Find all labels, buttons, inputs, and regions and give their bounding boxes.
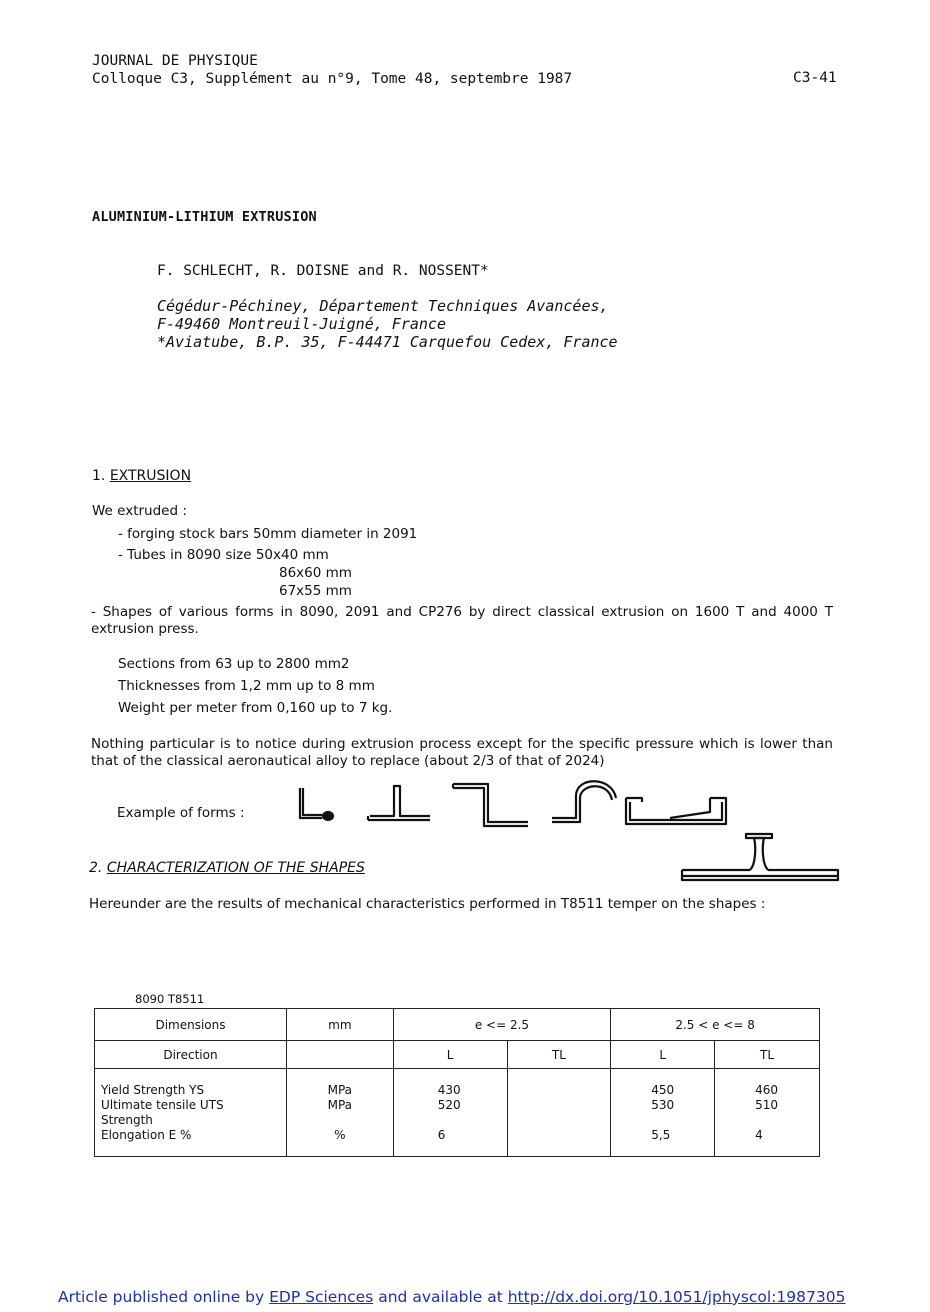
header-cell: Direction (95, 1041, 287, 1069)
table-header-row (95, 1041, 820, 1069)
header-cell: TL (715, 1041, 820, 1069)
section-number: 2. (89, 860, 103, 876)
authors: F. SCHLECHT, R. DOISNE and R. NOSSENT* (157, 263, 489, 279)
affiliations (157, 297, 618, 351)
tl1-column (507, 1069, 611, 1157)
table-cell: 4 (755, 1127, 763, 1142)
affiliation-line: F-49460 Montreuil-Juigné, France (157, 315, 446, 333)
affiliation-line: Cégédur-Péchiney, Département Techniques Avancées, (157, 297, 609, 315)
page-number: C3-41 (793, 70, 837, 86)
section-number: 1. (92, 468, 106, 484)
table-cell: 430 (437, 1082, 461, 1097)
section-1-heading (92, 468, 191, 484)
paper-title: ALUMINIUM-LITHIUM EXTRUSION (92, 209, 317, 225)
header-cell: mm (286, 1009, 393, 1041)
footer-middle: and available at (378, 1288, 503, 1306)
edp-sciences-link[interactable]: EDP Sciences (269, 1288, 374, 1306)
header-cell: Dimensions (95, 1009, 287, 1041)
table-caption: 8090 T8511 (135, 992, 205, 1006)
pressure-paragraph: Nothing particular is to notice during extrusion process except for the specific pressure which is lower than that of the classical aeronautical alloy to replace (about 2/3 of that of 2024) (91, 736, 833, 769)
header-cell: TL (507, 1041, 611, 1069)
header-cell: 2.5 < e <= 8 (611, 1009, 820, 1041)
l2-column (611, 1069, 715, 1157)
tl2-column (715, 1069, 820, 1157)
shapes-paragraph: - Shapes of various forms in 8090, 2091 and CP276 by direct classical extrusion on 1600 T and 4000 T extrusion press. (91, 604, 833, 637)
table-cell: MPa (327, 1097, 353, 1112)
example-label: Example of forms : (117, 805, 245, 821)
table-cell: Yield Strength YS (101, 1082, 205, 1097)
table-cell: 460 (755, 1082, 778, 1097)
table-cell: 450 (651, 1082, 675, 1097)
colloque-line: Colloque C3, Supplément au n°9, Tome 48, septembre 1987 (92, 71, 573, 87)
doi-link[interactable]: http://dx.doi.org/10.1051/jphyscol:1987305 (507, 1288, 846, 1306)
footer (58, 1288, 845, 1306)
table-header-row (95, 1009, 820, 1041)
table-cell: 530 (651, 1097, 675, 1112)
list-item: - forging stock bars 50mm diameter in 2091 (118, 526, 418, 542)
l-bulb-profile-icon (300, 788, 333, 820)
table-cell: 510 (755, 1097, 778, 1112)
footer-prefix: Article published online by (58, 1288, 265, 1306)
table-cell: MPa (327, 1082, 353, 1097)
header-cell: e <= 2.5 (393, 1009, 611, 1041)
property-labels (95, 1069, 287, 1157)
journal-name: JOURNAL DE PHYSIQUE (92, 53, 258, 69)
rail-profile-icon (682, 834, 838, 880)
section-title: CHARACTERIZATION OF THE SHAPES (106, 860, 365, 876)
weight-range: Weight per meter from 0,160 up to 7 kg. (118, 700, 393, 716)
tube-size: 86x60 mm (279, 565, 352, 581)
unit-column (286, 1069, 393, 1157)
example-forms-figure (290, 778, 845, 888)
section-2-heading (89, 860, 365, 876)
table-cell: Elongation E % (101, 1127, 192, 1142)
journal-header (92, 52, 572, 88)
l1-column (393, 1069, 507, 1157)
list-item: - Tubes in 8090 size 50x40 mm (118, 547, 329, 563)
table-cell: 6 (437, 1127, 446, 1142)
header-cell: L (611, 1041, 715, 1069)
table-cell: % (334, 1127, 346, 1142)
characterization-paragraph: Hereunder are the results of mechanical characteristics performed in T8511 temper on the shapes : (89, 896, 766, 912)
table-cell: 520 (437, 1097, 461, 1112)
tube-size: 67x55 mm (279, 583, 352, 599)
t-profile-icon (368, 786, 430, 820)
table-cell: Ultimate tensile UTS Strength (101, 1097, 224, 1127)
header-cell: L (393, 1041, 507, 1069)
channel-profile-icon (626, 798, 726, 824)
intro-text: We extruded : (92, 503, 187, 519)
table-row (95, 1069, 820, 1157)
affiliation-line: *Aviatube, B.P. 35, F-44471 Carquefou Cedex, France (157, 333, 618, 351)
section-title: EXTRUSION (109, 468, 192, 484)
mechanical-properties-table (94, 1008, 820, 1157)
table-cell: 5,5 (651, 1127, 671, 1142)
z-profile-icon (453, 784, 528, 826)
curved-profile-icon (552, 781, 616, 822)
header-cell (286, 1041, 393, 1069)
thicknesses-range: Thicknesses from 1,2 mm up to 8 mm (118, 678, 375, 694)
sections-range: Sections from 63 up to 2800 mm2 (118, 656, 350, 672)
